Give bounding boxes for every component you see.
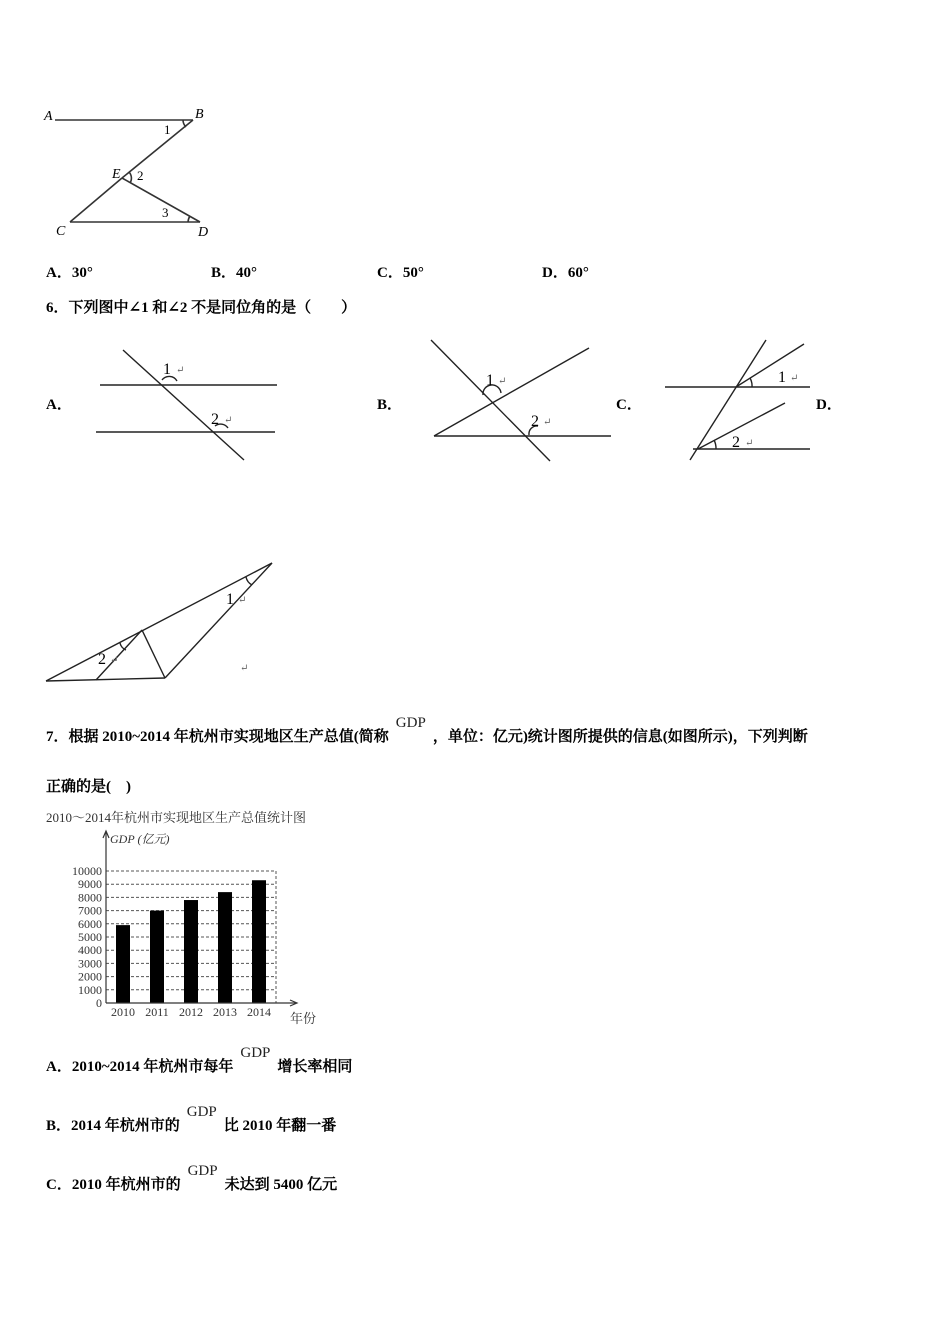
x-tick-label: 2012 — [179, 1005, 203, 1019]
fig-a-angle-2: 2 — [211, 411, 219, 428]
y-tick-label: 2000 — [78, 969, 102, 984]
line-be — [122, 120, 193, 178]
angle-3-label: 3 — [162, 205, 169, 220]
q6-option-b[interactable]: B． — [377, 397, 403, 413]
q5-option-c[interactable]: C．50° — [377, 265, 424, 281]
angle-1-arc — [183, 120, 186, 127]
chart-y-ticks — [72, 864, 102, 1010]
q6-figure-b — [425, 335, 620, 470]
fig-c-angle-2: 2 — [732, 434, 740, 451]
svg-text:↵: ↵ — [543, 417, 552, 428]
q7-gdp-term: GDP — [395, 715, 426, 731]
q6-option-c[interactable]: C． — [616, 397, 642, 413]
fig-d-angle-1: 1 — [226, 591, 234, 608]
y-tick-label: 8000 — [78, 890, 102, 905]
point-e: E — [112, 167, 121, 182]
chart-ylabel: GDP (亿元) — [110, 832, 170, 846]
q5-option-d[interactable]: D．60° — [542, 265, 589, 281]
fig-d-angle-2: 2 — [98, 651, 106, 668]
q6-option-a[interactable]: A． — [46, 397, 72, 413]
q6-stem: 6．下列图中∠1 和∠2 不是同位角的是（ ） — [46, 300, 357, 316]
y-tick-label: 0 — [96, 996, 102, 1010]
svg-text:↵: ↵ — [238, 595, 247, 606]
svg-text:↵: ↵ — [110, 655, 119, 666]
chart-title: 2010～2014年杭州市实现地区生产总值统计图 — [46, 810, 307, 825]
x-tick-label: 2010 — [111, 1005, 135, 1019]
angle-2-label: 2 — [137, 168, 144, 183]
chart-axes — [103, 831, 297, 1006]
svg-text:↵: ↵ — [790, 373, 799, 384]
q5-option-b[interactable]: B．40° — [211, 265, 258, 281]
x-tick-label: 2014 — [247, 1005, 271, 1019]
chart-xlabel: 年份 — [290, 1011, 317, 1026]
y-tick-label: 5000 — [78, 930, 102, 944]
bar-2011 — [150, 911, 164, 1003]
svg-text:↵: ↵ — [498, 376, 507, 387]
point-b: B — [195, 107, 204, 122]
q5-option-a[interactable]: A．30° — [46, 265, 93, 281]
bar-2010 — [116, 925, 130, 1003]
bar-2013 — [218, 892, 232, 1003]
fig-a-angle-1: 1 — [163, 361, 171, 378]
y-tick-label: 1000 — [78, 982, 102, 997]
q6-figure-c — [660, 335, 820, 470]
q7-option-c[interactable]: C．2010 年杭州市的GDP未达到 5400 亿元 — [46, 1163, 338, 1193]
point-d: D — [198, 225, 209, 240]
q7-stem-line2: 正确的是( ) — [46, 779, 131, 795]
x-tick-label: 2013 — [213, 1005, 237, 1019]
fig-d-return-mark: ↵ — [240, 663, 249, 674]
y-tick-label: 10000 — [72, 864, 102, 878]
bar-2012 — [184, 900, 198, 1003]
angle-3-arc — [188, 216, 190, 222]
q7-stem-line1: 7．根据 2010~2014 年杭州市实现地区生产总值(简称GDP，单位：亿元)统计图所提供的信息(如图所示)，下列判断 — [46, 715, 808, 745]
q7-option-a[interactable]: A．2010~2014 年杭州市每年GDP增长率相同 — [46, 1045, 353, 1075]
y-tick-label: 7000 — [78, 903, 102, 918]
chart-bars — [116, 880, 266, 1003]
svg-text:↵: ↵ — [224, 415, 233, 426]
y-tick-label: 6000 — [78, 916, 102, 931]
svg-text:↵: ↵ — [745, 438, 754, 449]
q7-option-b[interactable]: B．2014 年杭州市的GDP比 2010 年翻一番 — [46, 1104, 337, 1134]
line-ed — [122, 178, 200, 222]
y-tick-label: 3000 — [78, 956, 102, 971]
q6-figure-d — [40, 558, 280, 688]
fig-b-angle-2: 2 — [531, 413, 539, 430]
fig-b-angle-1: 1 — [486, 372, 494, 389]
q6-figure-a — [90, 345, 290, 470]
point-c: C — [56, 224, 66, 239]
point-a: A — [44, 109, 53, 124]
q6-option-d[interactable]: D． — [816, 397, 842, 413]
x-tick-label: 2011 — [145, 1005, 169, 1019]
q5-figure — [40, 100, 230, 245]
gdp-bar-chart — [40, 808, 360, 1028]
bar-2014 — [252, 880, 266, 1003]
y-tick-label: 9000 — [78, 877, 102, 892]
line-ec — [70, 178, 122, 222]
fig-c-angle-1: 1 — [778, 369, 786, 386]
angle-1-label: 1 — [164, 122, 171, 137]
y-tick-label: 4000 — [78, 943, 102, 958]
svg-text:↵: ↵ — [176, 365, 185, 376]
chart-x-ticks — [111, 1005, 271, 1019]
